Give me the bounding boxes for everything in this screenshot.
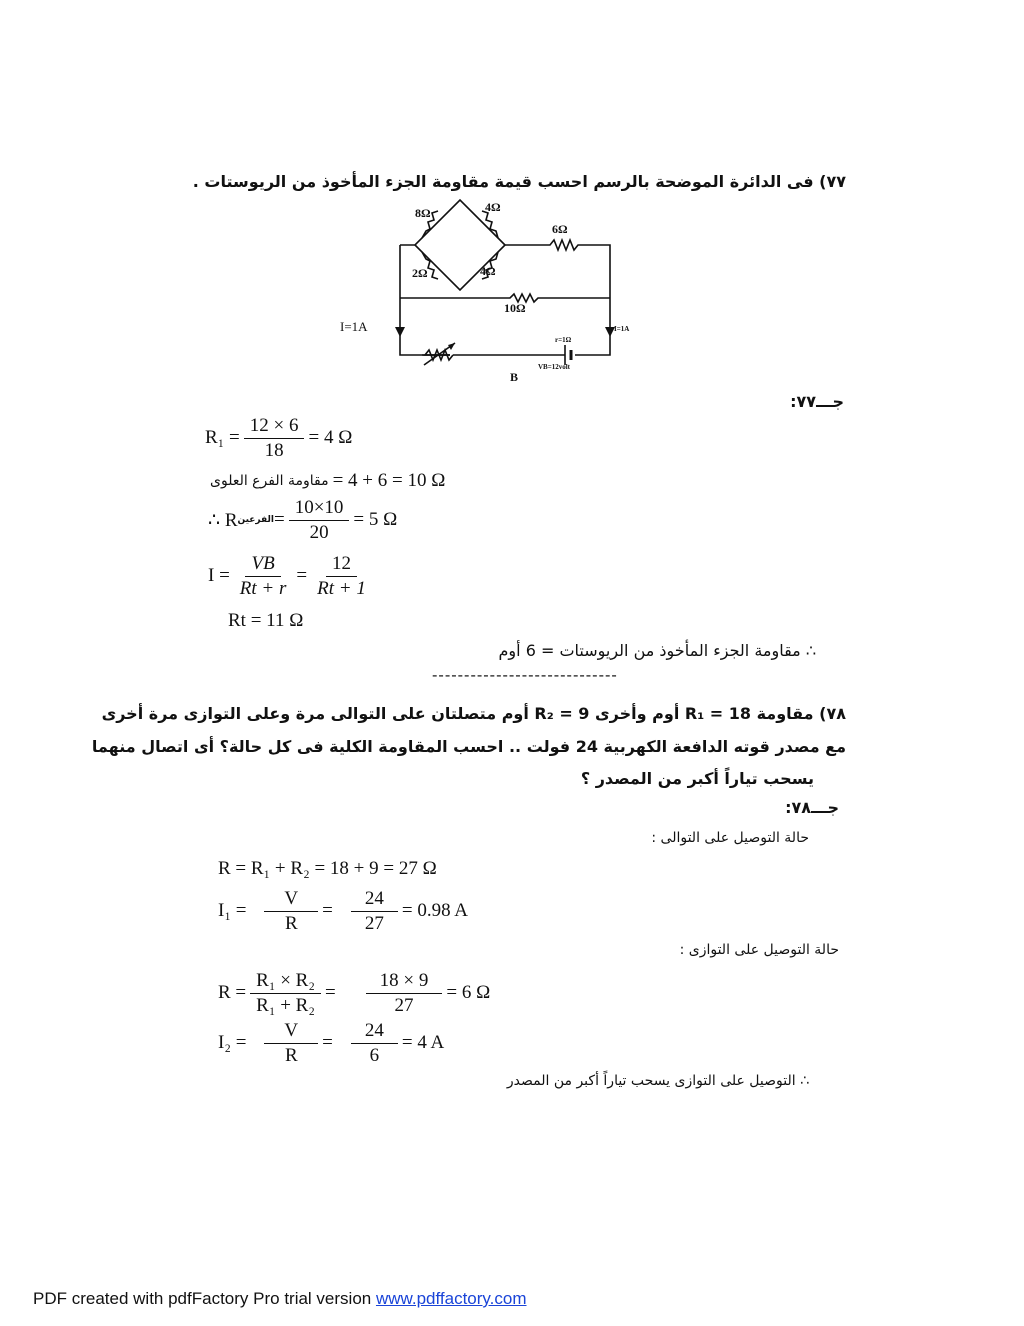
eq-i1-num: V bbox=[264, 888, 318, 912]
eq-upper-expr: = 4 + 6 = 10 Ω bbox=[332, 470, 446, 491]
eq-rp-res: = 6 Ω bbox=[446, 982, 491, 1004]
eq-i1-den2: 27 bbox=[364, 912, 384, 934]
eq-rp-num2: 18 × 9 bbox=[366, 970, 443, 994]
eq-upper-ar: مقاومة الفرع العلوى bbox=[210, 473, 329, 489]
current-arrow-left bbox=[395, 327, 405, 337]
eq-series-r: R = R₁ + R₂ = 18 + 9 = 27 Ω bbox=[218, 858, 437, 879]
eq-r1-lhs: R₁ = bbox=[205, 427, 240, 449]
rheostat-arrow-head bbox=[448, 343, 455, 350]
circuit-diagram bbox=[330, 195, 650, 390]
eq-upper-branch bbox=[210, 470, 445, 492]
eq-rp-frac2 bbox=[366, 970, 443, 1017]
eq-r1-den: 18 bbox=[264, 439, 284, 461]
question-77-number: ٧٧) bbox=[819, 172, 846, 191]
eq-parallel-r: R = $\frac{\text{R₁ × R₂}}{\text{R₁ + R₂}}$ = $\frac{18 \times 9}{27}$ = 6 Ω bbox=[218, 970, 491, 1016]
eq-rp-frac1 bbox=[250, 970, 321, 1017]
question-77-text: فى الدائرة الموضحة بالرسم احسب قيمة مقاومة الجزء المأخوذ من الريوستات . bbox=[192, 172, 814, 191]
eq-rp-den2: 27 bbox=[394, 994, 414, 1016]
pdf-footer-text: PDF created with pdfFactory Pro trial version bbox=[33, 1289, 376, 1308]
label-current-right: I=1A bbox=[614, 325, 630, 333]
label-8-ohm: 8Ω bbox=[415, 206, 431, 220]
series-title: حالة التوصيل على التوالى : bbox=[651, 830, 809, 846]
question-78-line1: ٧٨) مقاومة R₁ = 18 أوم وأخرى R₂ = 9 أوم متصلتان على التوالى مرة وعلى التوازى مرة أخرى bbox=[101, 704, 846, 723]
parallel-title: حالة التوصيل على التوازى : bbox=[679, 942, 839, 958]
eq-rp-den: R₁ + R₂ bbox=[256, 994, 315, 1016]
eq-r1 bbox=[205, 415, 352, 462]
pdf-footer-link[interactable]: www.pdffactory.com bbox=[375, 1289, 527, 1308]
eq-rbr-res: = 5 Ω bbox=[353, 509, 398, 531]
eq-rbr-sub: الفرعين bbox=[237, 515, 274, 526]
circuit-wire-left bbox=[400, 245, 450, 355]
eq-i2: I₂ = $\frac{V}{R}$ = $\frac{24}{6}$ = 4 A bbox=[218, 1020, 445, 1066]
label-current-left: I=1A bbox=[340, 319, 368, 334]
label-battery-v: VB=12volt bbox=[538, 363, 570, 371]
eq-i2-frac2 bbox=[351, 1020, 398, 1067]
eq-i2-den2: 6 bbox=[369, 1044, 380, 1066]
eq-rbr-num: 10×10 bbox=[289, 497, 350, 521]
eq-i2-den: R bbox=[284, 1044, 298, 1066]
eq-rbr-den: 20 bbox=[309, 521, 329, 543]
label-6-ohm: 6Ω bbox=[552, 222, 568, 236]
eq-r1-frac bbox=[244, 415, 305, 462]
eq-i-den1: Rt + r bbox=[239, 577, 287, 599]
eq-rbr-lhs: ∴ R bbox=[208, 509, 238, 531]
label-4a-ohm: 4Ω bbox=[485, 200, 501, 214]
eq-i1: I₁ = $\frac{V}{R}$ = $\frac{24}{27}$ = 0.98 A bbox=[218, 888, 469, 934]
label-10-ohm: 10Ω bbox=[504, 301, 526, 315]
eq-i-num1: VB bbox=[245, 553, 280, 577]
eq-rt: Rt = 11 Ω bbox=[228, 610, 304, 631]
eq-i2-num: V bbox=[264, 1020, 318, 1044]
separator-line: ----------------------------- bbox=[432, 665, 618, 684]
label-internal-r: r=1Ω bbox=[555, 336, 572, 344]
label-b: B bbox=[510, 370, 519, 384]
pdf-footer bbox=[33, 1289, 527, 1309]
eq-i-den2: Rt + 1 bbox=[317, 577, 366, 599]
resistor-6-symbol bbox=[505, 240, 610, 298]
eq-i1-frac2 bbox=[351, 888, 398, 935]
answer-78-conclusion: ∴ التوصيل على التوازى يسحب تياراً أكبر من المصدر bbox=[506, 1073, 809, 1089]
eq-i1-lhs: I₁ = bbox=[218, 900, 247, 922]
question-77 bbox=[193, 172, 846, 191]
eq-i2-lhs: I₂ = bbox=[218, 1032, 247, 1054]
eq-r-branches: ∴ R الفرعين = $\frac{10\times 10}{20}$ = 5 Ω bbox=[208, 497, 398, 543]
question-78-line2: مع مصدر قوته الدافعة الكهربية 24 فولت .. احسب المقاومة الكلية فى كل حالة؟ أى اتصال منهما bbox=[91, 737, 846, 756]
answer-77-label: جـــ٧٧: bbox=[790, 392, 844, 411]
question-78-line3: يسحب تياراً أكبر من المصدر ؟ bbox=[580, 769, 814, 788]
eq-i1-num2: 24 bbox=[351, 888, 398, 912]
eq-i2-frac1 bbox=[264, 1020, 318, 1067]
eq-r1-num: 12 × 6 bbox=[244, 415, 305, 439]
answer-78-label: جـــ٧٨: bbox=[785, 798, 839, 817]
eq-i2-num2: 24 bbox=[351, 1020, 398, 1044]
eq-i1-res: = 0.98 A bbox=[401, 900, 469, 922]
label-2-ohm: 2Ω bbox=[412, 266, 428, 280]
eq-i-frac2 bbox=[311, 553, 372, 600]
eq-rbr-frac bbox=[289, 497, 350, 544]
label-4b-ohm: 4Ω bbox=[480, 264, 496, 278]
eq-rp-num: R₁ × R₂ bbox=[250, 970, 321, 994]
answer-77-conclusion: ∴ مقاومة الجزء المأخوذ من الريوستات = 6 أوم bbox=[498, 641, 816, 660]
eq-i-frac1 bbox=[234, 553, 293, 600]
eq-current: I = $\frac{VB}{Rt + r}$ = $\frac{12}{Rt + 1}$ bbox=[208, 553, 376, 600]
eq-i1-den: R bbox=[284, 912, 298, 934]
eq-i-num2: 12 bbox=[326, 553, 357, 577]
eq-i-lhs: I = bbox=[208, 565, 230, 587]
eq-rp-lhs: R = bbox=[218, 982, 247, 1004]
eq-i2-res: = 4 A bbox=[401, 1032, 445, 1054]
circuit-wire-right bbox=[575, 298, 610, 355]
eq-r1-res: = 4 Ω bbox=[308, 427, 353, 449]
eq-i1-frac1 bbox=[264, 888, 318, 935]
